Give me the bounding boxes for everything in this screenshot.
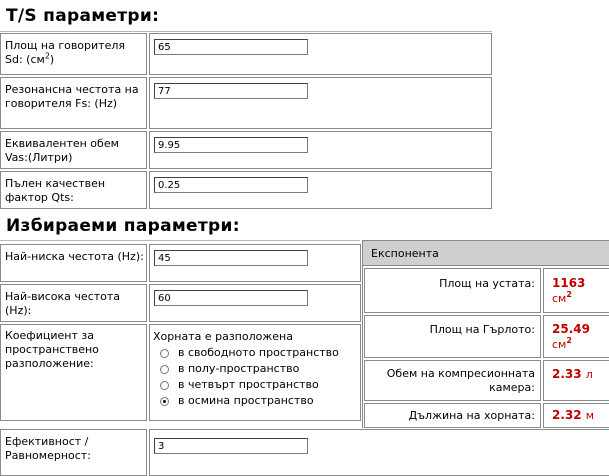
placement-option-eighth[interactable] [160, 394, 360, 409]
results-panel [362, 240, 609, 428]
result-row-length [364, 403, 541, 428]
result-value-chamber-cell [543, 360, 609, 401]
placement-options-cell [149, 324, 361, 421]
placement-option-quarter[interactable] [160, 378, 360, 393]
ts-row-vas-label-cell [0, 131, 147, 169]
radio-half-icon[interactable] [160, 365, 169, 374]
efficiency-input-cell [149, 429, 609, 476]
placement-option-half[interactable] [160, 362, 360, 377]
option-free-label: в свободното пространство [178, 346, 339, 359]
horn-length-value: 2.32 м [552, 408, 595, 422]
ts-row-vas-input-cell [149, 131, 492, 169]
low-freq-label-cell [0, 244, 147, 282]
vas-label: Еквивалентен обем Vas:(Литри) [5, 137, 119, 164]
option-eighth-label: в осмина пространство [178, 394, 314, 407]
result-row-throat [364, 315, 541, 358]
qts-label: Пълен качествен фактор Qts: [5, 177, 106, 204]
ts-row-qts-input-cell [149, 171, 492, 209]
low-freq-input-cell [149, 244, 361, 282]
efficiency-label: Ефективност / Равномерност: [5, 435, 91, 462]
results-header [363, 240, 609, 266]
low-freq-input[interactable] [154, 250, 308, 266]
efficiency-label-cell [0, 429, 147, 476]
ts-row-qts-label-cell [0, 171, 147, 209]
chamber-volume-value: 2.33 л [552, 367, 593, 381]
option-quarter-label: в четвърт пространство [178, 378, 319, 391]
placement-label-cell [0, 324, 147, 421]
ts-row-fs-label-cell [0, 77, 147, 129]
ts-row-sd-input-cell [149, 33, 492, 75]
throat-area-label: Площ на Гърлото: [429, 323, 535, 336]
placement-label: Коефициент за пространствено разположение: [5, 329, 99, 370]
result-value-throat-cell [543, 315, 609, 358]
high-freq-label-cell [0, 284, 147, 322]
radio-free-icon[interactable] [160, 349, 169, 358]
chamber-volume-label: Обем на компресионната камера: [386, 367, 535, 394]
sel-title-divider [0, 240, 360, 241]
efficiency-input[interactable] [154, 438, 308, 454]
high-freq-input[interactable] [154, 290, 308, 306]
ts-row-sd-label-cell [0, 33, 147, 75]
high-freq-input-cell [149, 284, 361, 322]
radio-eighth-icon[interactable] [160, 397, 169, 406]
results-title: Експонента [371, 247, 439, 260]
mouth-area-value: 1163 $см^2$ [552, 276, 586, 305]
result-value-mouth-cell [543, 268, 609, 313]
high-freq-label: Най-висока честота (Hz): [5, 290, 121, 317]
throat-area-value: 25.49 $см^2$ [552, 322, 590, 351]
placement-group-title: Хорната е разположена [153, 330, 293, 343]
result-value-length-cell [543, 403, 609, 428]
result-row-mouth [364, 268, 541, 313]
sd-label: Площ на говорителя Sd: $(см^2)$ [5, 39, 125, 66]
low-freq-label: Най-ниска честота (Hz): [5, 250, 144, 263]
ts-title-divider [0, 31, 492, 32]
sd-input[interactable] [154, 39, 308, 55]
fs-label: Резонансна честота на говорителя Fs: (Hz) [5, 83, 139, 110]
horn-length-label: Дължина на хорната: [408, 409, 535, 422]
ts-row-fs-input-cell [149, 77, 492, 129]
result-row-chamber [364, 360, 541, 401]
qts-input[interactable] [154, 177, 308, 193]
sel-section-title: Избираеми параметри: [6, 216, 240, 236]
mouth-area-label: Площ на устата: [439, 277, 535, 290]
fs-input[interactable] [154, 83, 308, 99]
vas-input[interactable] [154, 137, 308, 153]
option-half-label: в полу-пространство [178, 362, 300, 375]
placement-option-free[interactable] [160, 346, 360, 361]
ts-section-title: T/S параметри: [6, 6, 160, 26]
radio-quarter-icon[interactable] [160, 381, 169, 390]
